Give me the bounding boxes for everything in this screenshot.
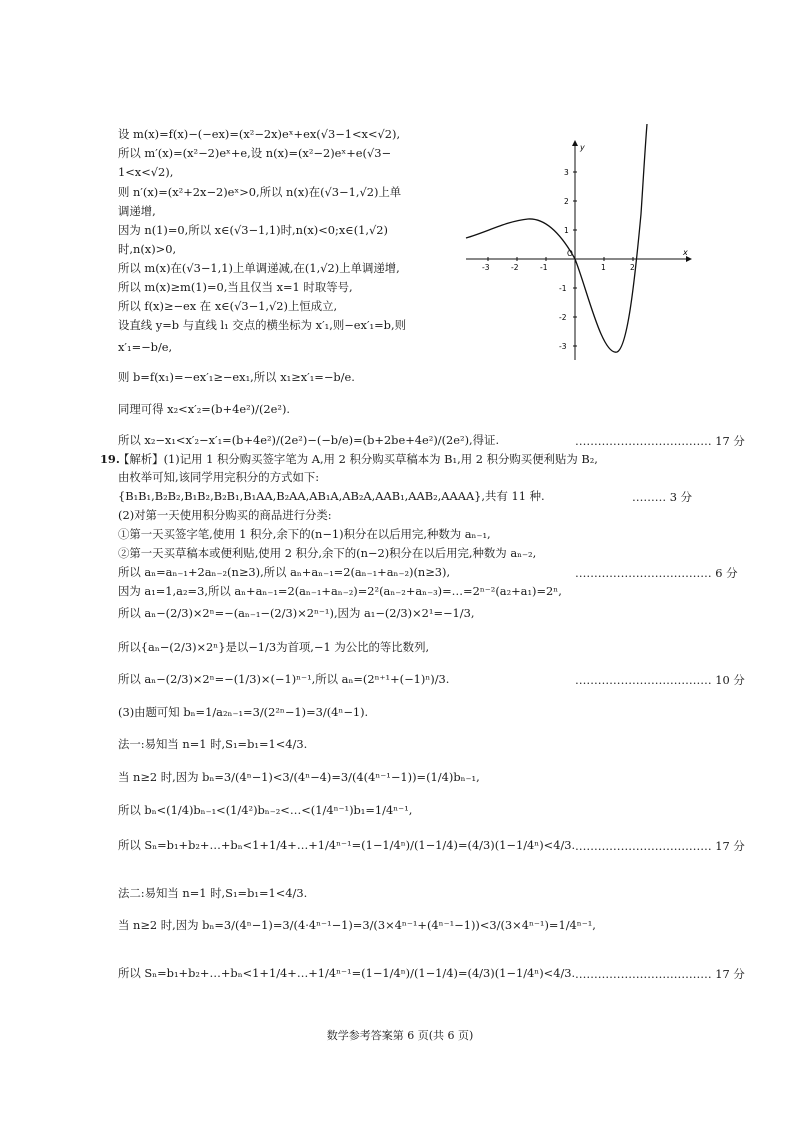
y-tick-label: 3 xyxy=(564,168,569,177)
p18-line-6: 因为 n(1)=0,所以 x∈(√3−1,1)时,n(x)<0;x∈(1,√2) xyxy=(118,223,388,237)
p18-line-7: 时,n(x)>0, xyxy=(118,242,177,256)
p18-line-5: 调递增, xyxy=(118,204,156,218)
x-tick-label: -3 xyxy=(482,263,490,272)
p19-line-10: 所以{aₙ−(2/3)×2ⁿ}是以−1/3为首项,−1 为公比的等比数列, xyxy=(118,640,430,654)
p18-line-14: 同理可得 x₂<x′₂=(b+4e²)/(2e²). xyxy=(118,402,291,416)
page-footer: 数学参考答案第 6 页(共 6 页) xyxy=(326,1029,474,1042)
p18-line-11: 设直线 y=b 与直线 l₁ 交点的横坐标为 x′₁,则−ex′₁=b,则 xyxy=(118,318,406,332)
p19-score-2: ……………………………… 6 分 xyxy=(575,566,738,580)
p18-line-10: 所以 f(x)≥−ex 在 x∈(√3−1,√2)上恒成立, xyxy=(118,299,338,313)
y-tick-label: -1 xyxy=(559,284,567,293)
p19-line-6: ②第一天买草稿本或便利贴,使用 2 积分,余下的(n−2)积分在以后用完,种数为 aₙ₋₂, xyxy=(118,546,537,560)
p19-line-15: 所以 bₙ<(1/4)bₙ₋₁<(1/4²)bₙ₋₂<…<(1/4ⁿ⁻¹)b₁=1/4ⁿ⁻¹, xyxy=(118,803,413,817)
p19-line-13: 法一:易知当 n=1 时,S₁=b₁=1<4/3. xyxy=(118,737,308,751)
p19-score-1: ……… 3 分 xyxy=(632,490,693,504)
origin-label: O xyxy=(567,249,573,258)
p18-line-9: 所以 m(x)≥m(1)=0,当且仅当 x=1 时取等号, xyxy=(118,280,353,294)
p19-line-14: 当 n≥2 时,因为 bₙ=3/(4ⁿ−1)<3/(4ⁿ−4)=3/(4(4ⁿ⁻¹−1))=(1/4)bₙ₋₁, xyxy=(118,770,480,784)
p19-line-11: 所以 aₙ−(2/3)×2ⁿ=−(1/3)×(−1)ⁿ⁻¹,所以 aₙ=(2ⁿ⁺¹+(−1)ⁿ)/3. xyxy=(118,672,450,686)
p19-line-18: 当 n≥2 时,因为 bₙ=3/(4ⁿ−1)=3/(4·4ⁿ⁻¹−1)=3/(3×4ⁿ⁻¹+(4ⁿ⁻¹−1))<3/(3×4ⁿ⁻¹)=1/4ⁿ⁻¹, xyxy=(118,918,596,932)
p19-line-8: 因为 a₁=1,a₂=3,所以 aₙ+aₙ₋₁=2(aₙ₋₁+aₙ₋₂)=2²(aₙ₋₂+aₙ₋₃)=…=2ⁿ⁻²(a₂+a₁)=2ⁿ, xyxy=(118,584,562,598)
x-tick-label: 1 xyxy=(601,263,606,272)
p18-line-13: 则 b=f(x₁)=−ex′₁≥−ex₁,所以 x₁≥x′₁=−b/e. xyxy=(118,370,355,384)
x-tick-label: -2 xyxy=(511,263,519,272)
function-graph xyxy=(462,124,702,364)
p19-number: 19. xyxy=(100,452,120,466)
y-tick-label: 2 xyxy=(564,197,569,206)
p18-line-8: 所以 m(x)在(√3−1,1)上单调递减,在(1,√2)上单调递增, xyxy=(118,261,400,275)
p19-line-9: 所以 aₙ−(2/3)×2ⁿ=−(aₙ₋₁−(2/3)×2ⁿ⁻¹),因为 a₁−(2/3)×2¹=−1/3, xyxy=(118,606,475,620)
p19-score-3: ……………………………… 10 分 xyxy=(575,673,745,687)
p19-line-4: (2)对第一天使用积分购买的商品进行分类: xyxy=(118,508,332,522)
p19-line-3: {B₁B₁,B₂B₂,B₁B₂,B₂B₁,B₁AA,B₂AA,AB₁A,AB₂A,AAB₁,AAB₂,AAAA},共有 11 种. xyxy=(118,489,545,503)
p18-line-12: x′₁=−b/e, xyxy=(118,340,173,354)
x-tick-label: 2 xyxy=(630,263,635,272)
p19-line-2: 由枚举可知,该同学用完积分的方式如下: xyxy=(118,470,320,484)
y-tick-label: 1 xyxy=(564,226,569,235)
x-axis-label: x xyxy=(683,248,688,257)
y-tick-label: -2 xyxy=(559,313,567,322)
p19-line-7: 所以 aₙ=aₙ₋₁+2aₙ₋₂(n≥3),所以 aₙ+aₙ₋₁=2(aₙ₋₁+aₙ₋₂)(n≥3), xyxy=(118,565,451,579)
p18-line-15: 所以 x₂−x₁<x′₂−x′₁=(b+4e²)/(2e²)−(−b/e)=(b+2be+4e²)/(2e²),得证. xyxy=(118,433,500,447)
p18-line-3: 1<x<√2), xyxy=(118,165,174,179)
p19-score-5: ……………………………… 17 分 xyxy=(575,967,745,981)
p19-line-17: 法二:易知当 n=1 时,S₁=b₁=1<4/3. xyxy=(118,886,308,900)
p18-score: ……………………………… 17 分 xyxy=(575,434,745,448)
p19-line-1: 【解析】(1)记用 1 积分购买签字笔为 A,用 2 积分购买草稿本为 B₁,用 2 积分购买便利贴为 B₂, xyxy=(118,452,598,466)
p18-line-2: 所以 m′(x)=(x²−2)eˣ+e,设 n(x)=(x²−2)eˣ+e(√3− xyxy=(118,146,392,160)
function-curve xyxy=(466,124,647,352)
p19-line-16: 所以 Sₙ=b₁+b₂+…+bₙ<1+1/4+…+1/4ⁿ⁻¹=(1−1/4ⁿ)/(1−1/4)=(4/3)(1−1/4ⁿ)<4/3. xyxy=(118,838,576,852)
p19-score-4: ……………………………… 17 分 xyxy=(575,839,745,853)
y-axis-label: y xyxy=(580,143,585,152)
p18-line-1: 设 m(x)=f(x)−(−ex)=(x²−2x)eˣ+ex(√3−1<x<√2), xyxy=(118,127,401,141)
x-tick-label: -1 xyxy=(540,263,548,272)
y-tick-label: -3 xyxy=(559,342,567,351)
p19-line-19: 所以 Sₙ=b₁+b₂+…+bₙ<1+1/4+…+1/4ⁿ⁻¹=(1−1/4ⁿ)/(1−1/4)=(4/3)(1−1/4ⁿ)<4/3. xyxy=(118,966,576,980)
p19-line-12: (3)由题可知 bₙ=1/a₂ₙ₋₁=3/(2²ⁿ−1)=3/(4ⁿ−1). xyxy=(118,705,369,719)
p19-line-5: ①第一天买签字笔,使用 1 积分,余下的(n−1)积分在以后用完,种数为 aₙ₋₁, xyxy=(118,527,491,541)
y-axis-arrow xyxy=(572,140,578,146)
p18-line-4: 则 n′(x)=(x²+2x−2)eˣ>0,所以 n(x)在(√3−1,√2)上单 xyxy=(118,185,402,199)
